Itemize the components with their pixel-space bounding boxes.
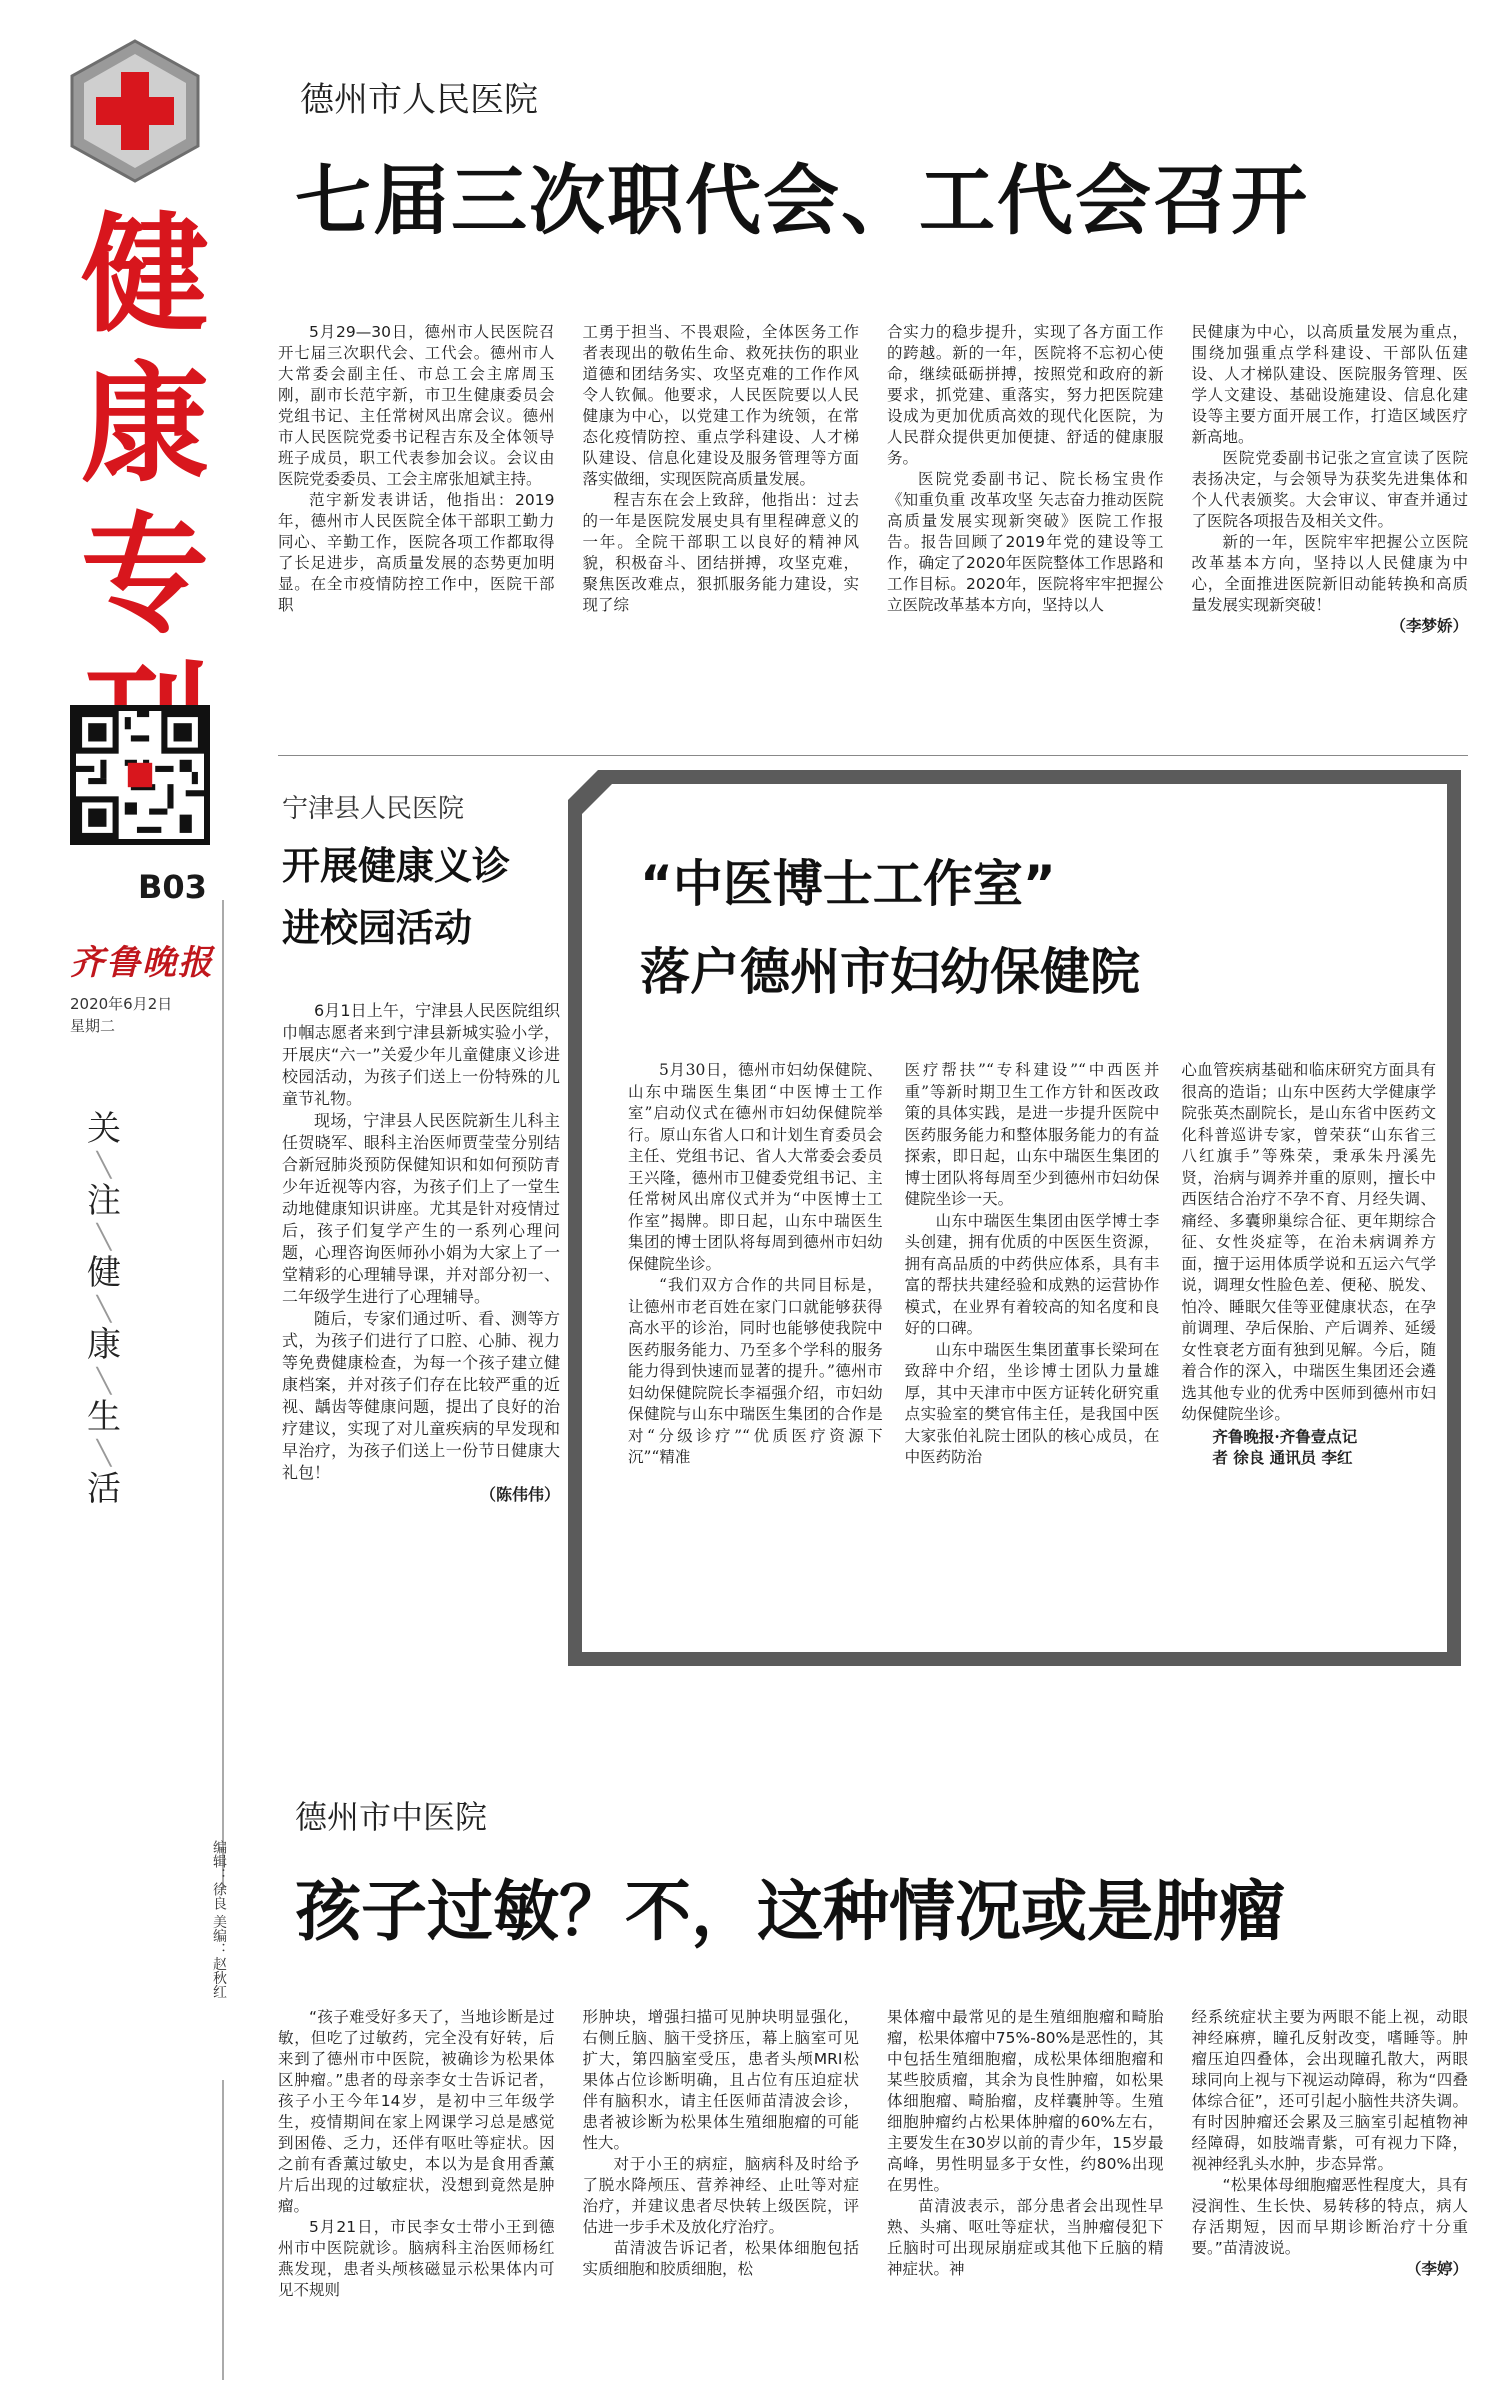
- tagline-divider: ╲: [96, 1439, 112, 1467]
- headline-line: 开展健康义诊: [282, 844, 511, 888]
- paragraph: “松果体母细胞瘤恶性程度大，具有浸润性、生长快、易转移的特点，病人存活期短，因而早期诊断治疗十分重要。”苗清波说。: [1191, 2176, 1468, 2257]
- brand-char: 专: [80, 500, 209, 650]
- headline-line: 落户德州市妇幼保健院: [640, 943, 1140, 1001]
- paragraph: 苗清波表示，部分患者会出现性早熟、头痛、呕吐等症状，当肿瘤侵犯下丘脑时可出现尿崩症或其他下丘脑的精神症状。神: [887, 2197, 1164, 2278]
- page-number: B03: [138, 868, 207, 906]
- tagline-char: 活: [87, 1469, 121, 1509]
- paragraph: “孩子难受好多天了，当地诊断是过敏，但吃了过敏药，完全没有好转，后来到了德州市中医院，被确诊为松果体区肿瘤。”患者的母亲李女士告诉记者，孩子小王今年14岁，是初中三年级学生，疫情期间在家上网课学习总是感觉到困倦、乏力，还伴有呕吐等症状。因之前有香薰过敏史，本以为是食用香薰片后出现的过敏症状，没想到竟然是肿瘤。: [278, 2008, 555, 2215]
- article4-body: [278, 2007, 1468, 2301]
- paragraph: 山东中瑞医生集团董事长梁珂在致辞中介绍，坐诊博士团队力量雄厚，其中天津市中医方证转化研究重点实验室的樊官伟主任，是我国中医大家张伯礼院士团队的核心成员，在中医药防治: [904, 1340, 1160, 1466]
- article1-column: [1192, 322, 1469, 637]
- medical-cross-logo-icon: [60, 36, 210, 186]
- paragraph: 心血管疾病基础和临床研究方面具有很高的造诣；山东中医药大学健康学院张英杰副院长，是山东省中医药文化科普巡讲专家，曾荣获“山东省三八红旗手”等殊荣，秉承朱丹溪先贤，治病与调养并重的原则，擅长中西医结合治疗不孕不育、月经失调、痛经、多囊卵巢综合征、更年期综合征、女性炎症等，在治未病调养方面，擅于运用体质学说和五运六气学说，调理女性脸色差、便秘、脱发、怕冷、睡眠欠佳等亚健康状态，在孕前调理、孕后保胎、产后调养、延缓女性衰老方面有独到见解。今后，随着合作的深入，中瑞医生集团还会遴选其他专业的优秀中医师到德州市妇幼保健院坐诊。: [1181, 1061, 1436, 1423]
- paragraph: 范宇新发表讲话，他指出：2019年，德州市人民医院全体干部职工勤力同心、辛勤工作，医院各项工作都取得了长足进步，高质量发展的态势更加明显。在全市疫情防控工作中，医院干部职: [278, 491, 555, 614]
- article2-column: [282, 1000, 560, 1506]
- article4-kicker: 德州市中医院: [295, 1798, 488, 1836]
- article1-column: [583, 322, 860, 637]
- paragraph: 经系统症状主要为两眼不能上视，动眼神经麻痹，瞳孔反射改变，嗜睡等。肿瘤压迫四叠体，会出现瞳孔散大，两眼球同向上视与下视运动障碍，称为“四叠体综合征”，还可引起小脑性共济失调。有时因肿瘤还会累及三脑室引起植物神经障碍，如肢端青紫，可有视力下降，视神经乳头水肿，步态异常。: [1191, 2008, 1468, 2173]
- article1-body: [278, 322, 1468, 637]
- newspaper-name: 齐鲁晚报: [70, 943, 214, 983]
- article3-body: [628, 1060, 1436, 1469]
- article4-column: [1192, 2007, 1469, 2301]
- article3-byline: [1181, 1426, 1436, 1469]
- article4-column: [278, 2007, 555, 2301]
- paragraph: 5月29—30日，德州市人民医院召开七届三次职代会、工代会。德州市人大常委会副主任、市总工会主席周玉刚，副市长范宇新，市卫生健康委员会党组书记、主任常树风出席会议。德州市人民医院党委书记程吉东及全体领导班子成员，职工代表参加会议。会议由医院党委委员、工会主席张旭斌主持。: [278, 323, 555, 488]
- section-tagline: [84, 1105, 124, 1513]
- tagline-char: 生: [87, 1397, 121, 1437]
- paragraph: 随后，专家们通过听、看、测等方式，为孩子们进行了口腔、心肺、视力等免费健康检查，为每一个孩子建立健康档案，并对孩子们存在比较严重的近视、龋齿等健康问题，提出了良好的治疗建议，实现了对儿童疾病的早发现和早治疗，为孩子们送上一份节日健康大礼包！: [282, 1309, 560, 1482]
- paragraph: 医院党委副书记张之宣宣读了医院表扬决定，与会领导为获奖先进集体和个人代表颁奖。大会审议、审查并通过了医院各项报告及相关文件。: [1191, 449, 1468, 530]
- tagline-divider: ╲: [96, 1295, 112, 1323]
- paragraph: 果体瘤中最常见的是生殖细胞瘤和畸胎瘤，松果体瘤中75%-80%是恶性的，其中包括生殖细胞瘤，成松果体细胞瘤和某些胶质瘤，其余为良性肿瘤，如松果体细胞瘤、畸胎瘤，皮样囊肿等。生殖细胞肿瘤约占松果体肿瘤的60%左右，主要发生在30岁以前的青少年，15岁最高峰，男性明显多于女性，约80%出现在男性。: [887, 2008, 1164, 2194]
- tagline-char: 注: [87, 1181, 121, 1221]
- article4-headline: 孩子过敏？不，这种情况或是肿瘤: [295, 1873, 1285, 1950]
- paragraph: 5月21日，市民李女士带小王到德州市中医院就诊。脑病科主治医师杨红燕发现，患者头颅核磁显示松果体内可见不规则: [278, 2218, 555, 2299]
- paragraph: 医院党委副书记、院长杨宝贵作《知重负重 改革攻坚 矢志奋力推动医院高质量发展实现新突破》医院工作报告。报告回顾了2019年党的建设等工作，确定了2020年医院整体工作思路和工作目标。2020年，医院将牢牢把握公立医院改革基本方向，坚持以人: [887, 470, 1164, 614]
- paragraph: 合实力的稳步提升，实现了各方面工作的跨越。新的一年，医院将不忘初心使命，继续砥砺拼搏，按照党和政府的新要求，抓党建、重落实，努力把医院建设成为更加优质高效的现代化医院，为人民群众提供更加便捷、舒适的健康服务。: [887, 323, 1164, 467]
- tagline-divider: ╲: [96, 1151, 112, 1179]
- headline-line: “中医博士工作室”: [640, 855, 1056, 913]
- article2-kicker: 宁津县人民医院: [282, 794, 465, 824]
- article1-byline: （李梦娇）: [1390, 617, 1468, 635]
- qr-code-icon[interactable]: [70, 705, 210, 845]
- brand-char: 康: [80, 350, 209, 500]
- article1-column: [278, 322, 555, 637]
- paragraph: “我们双方合作的共同目标是，让德州市老百姓在家门口就能够获得高水平的诊治，同时也能够使我院中医药服务能力、乃至多个学科的服务能力得到快速而显著的提升。”德州市妇幼保健院院长李福强介绍，市妇幼保健院与山东中瑞医生集团的合作是对“分级诊疗”“优质医疗资源下沉”“精准: [628, 1276, 883, 1466]
- paragraph: 6月1日上午，宁津县人民医院组织巾帼志愿者来到宁津县新城实验小学，开展庆“六一”关爱少年儿童健康义诊进校园活动，为孩子们送上一份特殊的儿童节礼物。: [282, 1001, 560, 1108]
- tagline-char: 关: [87, 1109, 121, 1149]
- article4-column: [583, 2007, 860, 2301]
- paragraph: 医疗帮扶”“专科建设”“中西医并重”等新时期卫生工作方针和医改政策的具体实践，是进一步提升医院中医药服务能力和整体服务能力的有益探索，即日起，山东中瑞医生集团的博士团队将每周至少到德州市妇幼保健院坐诊一天。: [904, 1061, 1160, 1208]
- article3-column: [1181, 1060, 1436, 1469]
- tagline-char: 健: [87, 1253, 121, 1293]
- article2-headline: [282, 835, 510, 959]
- paragraph: 现场，宁津县人民医院新生儿科主任贺晓军、眼科主治医师贾莹莹分别结合新冠肺炎预防保健知识和如何预防青少年近视等内容，为孩子们上了一堂生动地健康知识讲座。尤其是针对疫情过后，孩子们复学产生的一系列心理问题，心理咨询医师孙小娟为大家上了一堂精彩的心理辅导课，并对部分初一、二年级学生进行了心理辅导。: [282, 1111, 560, 1306]
- paragraph: 程吉东在会上致辞，他指出：过去的一年是医院发展史具有里程碑意义的一年。全院干部职工以良好的精神风貌，积极奋斗、团结拼搏，攻坚克难，聚焦医改难点，狠抓服务能力建设，实现了综: [582, 491, 859, 614]
- article4-column: [887, 2007, 1164, 2301]
- date-text: 2020年6月2日: [70, 995, 173, 1013]
- article1-headline: 七届三次职代会、工代会召开: [295, 156, 1309, 245]
- weekday-text: 星期二: [70, 1017, 116, 1035]
- paragraph: 工勇于担当、不畏艰险，全体医务工作者表现出的敬佑生命、救死扶伤的职业道德和团结务实、攻坚克难的工作作风令人钦佩。他要求，人民医院要以人民健康为中心，以党建工作为统领，在常态化疫情防控、重点学科建设、人才梯队建设、信息化建设及服务管理等方面落实做细，实现医院高质量发展。: [582, 323, 859, 488]
- article1-kicker: 德州市人民医院: [300, 80, 538, 120]
- sidebar-divider-upper: [222, 900, 224, 1890]
- article1-column: [887, 322, 1164, 637]
- paragraph: 苗清波告诉记者，松果体细胞包括实质细胞和胶质细胞，松: [582, 2239, 859, 2278]
- tagline-char: 康: [87, 1325, 121, 1365]
- article4-byline: （李婷）: [1405, 2260, 1468, 2278]
- byline-line: 齐鲁晚报·齐鲁壹点记: [1212, 1426, 1358, 1446]
- headline-line: 进校园活动: [282, 906, 473, 950]
- editor-credits: 编辑：徐良 美编：赵秋红: [211, 1840, 227, 1999]
- sidebar-divider-lower: [222, 2080, 224, 2380]
- tagline-divider: ╲: [96, 1367, 112, 1395]
- article3-headline: [640, 840, 1140, 1016]
- article3-column: [905, 1060, 1160, 1469]
- byline-line: 者 徐良 通讯员 李红: [1212, 1448, 1353, 1467]
- paragraph: 民健康为中心，以高质量发展为重点，围绕加强重点学科建设、干部队伍建设、人才梯队建设、医院服务管理、医学人文建设、基础设施建设、信息化建设等主要方面开展工作，打造区域医疗新高地。: [1191, 323, 1468, 446]
- paragraph: 新的一年，医院牢牢把握公立医院改革基本方向，坚持以人民健康为中心，全面推进医院新旧动能转换和高质量发展实现新突破！: [1191, 533, 1468, 614]
- brand-char: 健: [80, 200, 209, 350]
- paragraph: 对于小王的病症，脑病科及时给予了脱水降颅压、营养神经、止吐等对症治疗，并建议患者尽快转上级医院，评估进一步手术及放化疗治疗。: [582, 2155, 859, 2236]
- divider: [278, 755, 1468, 756]
- issue-date: [70, 993, 172, 1037]
- article2-body: [282, 1000, 560, 1506]
- paragraph: 5月30日，德州市妇幼保健院、山东中瑞医生集团“中医博士工作室”启动仪式在德州市妇幼保健院举行。原山东省人口和计划生育委员会主任、党组书记、省人大常委会委员王兴隆，德州市卫健委党组书记、主任常树风出席仪式并为“中医博士工作室”揭牌。即日起，山东中瑞医生集团的博士团队将每周到德州市妇幼保健院坐诊。: [628, 1061, 883, 1273]
- paragraph: 山东中瑞医生集团由医学博士李头创建，拥有优质的中医医生资源，拥有高品质的中药供应体系，具有丰富的帮扶共建经验和成熟的运营协作模式，在业界有着较高的知名度和良好的口碑。: [904, 1211, 1160, 1337]
- tagline-divider: ╲: [96, 1223, 112, 1251]
- paragraph: 形肿块，增强扫描可见肿块明显强化，右侧丘脑、脑干受挤压，幕上脑室可见扩大，第四脑室受压，患者头颅MRI松果体占位诊断明确，且占位有压迫症状伴有脑积水，请主任医师苗清波会诊，患者被诊断为松果体生殖细胞瘤的可能性大。: [582, 2008, 859, 2152]
- article3-column: [628, 1060, 883, 1469]
- article2-byline: （陈伟伟）: [479, 1485, 560, 1504]
